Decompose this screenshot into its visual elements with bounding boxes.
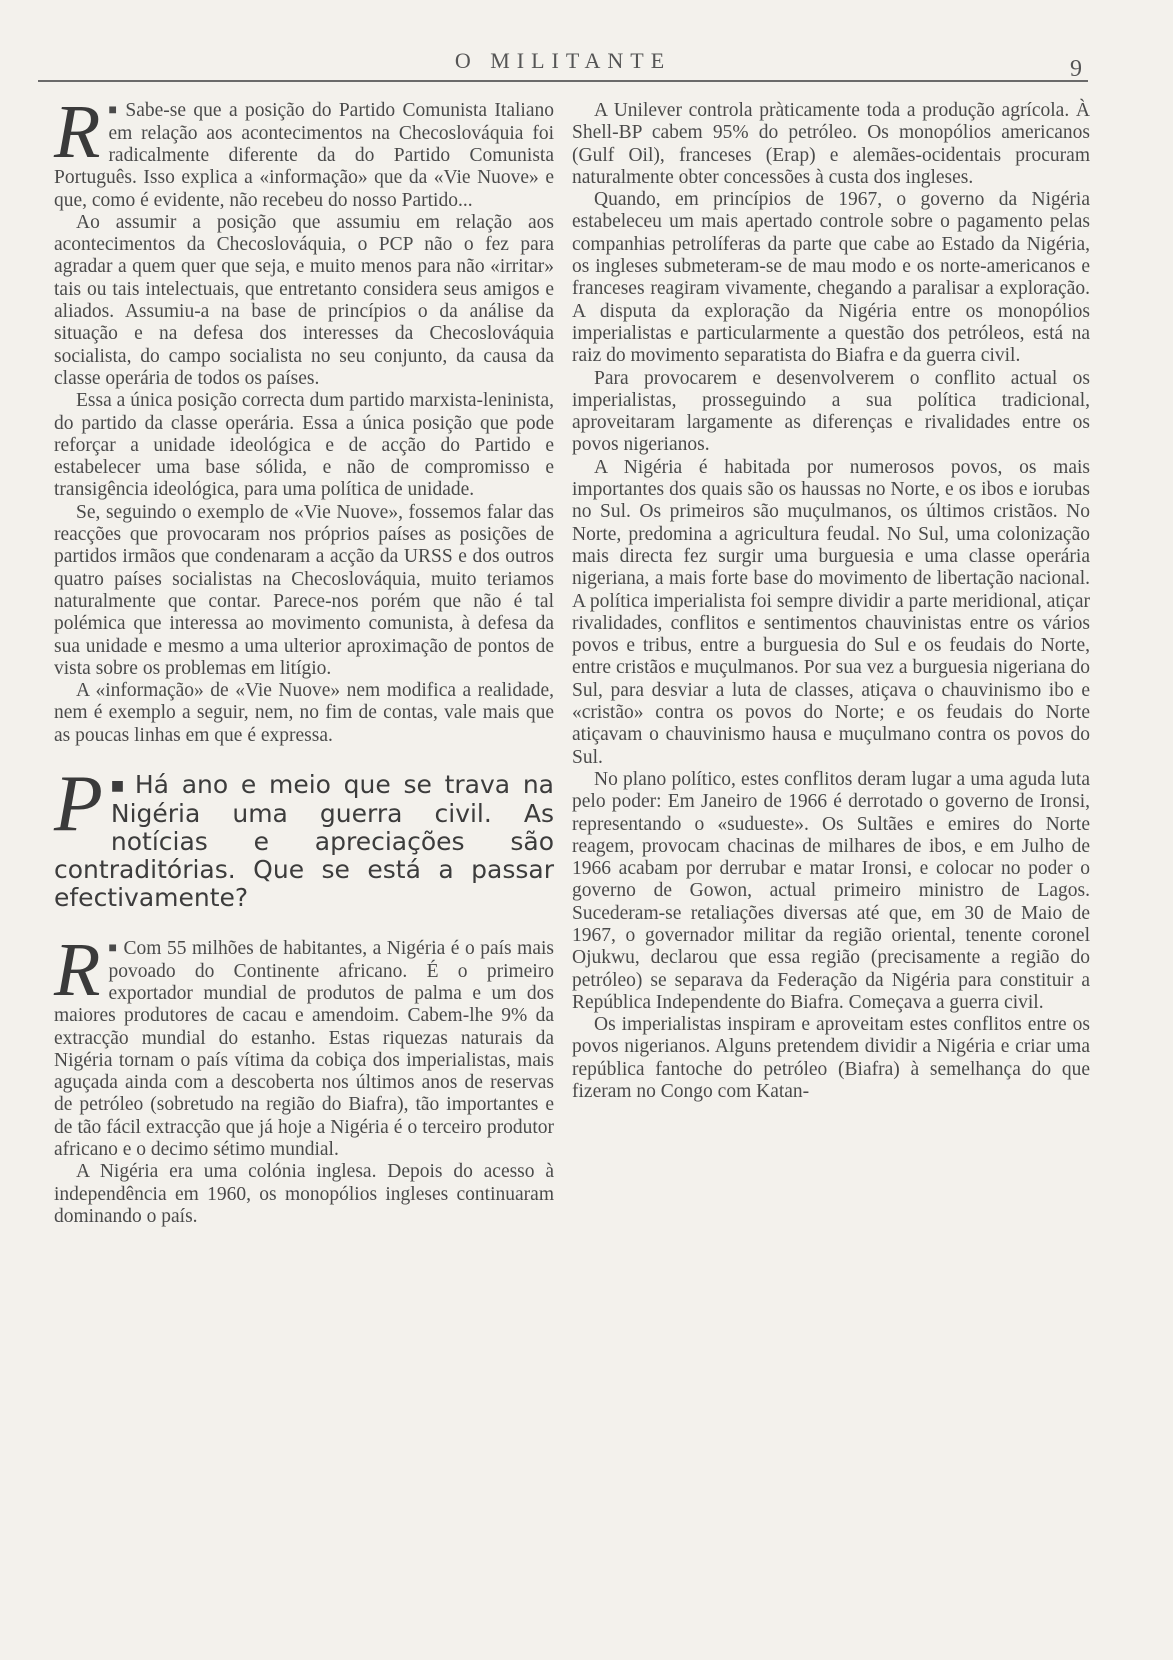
paragraph: Essa a única posição correcta dum partido marxista-leninista, do partido da classe operária. Essa a única posição que pode reforçar a unidade ideológica e de acção do Partido e estabelecer uma base sólida, e não de compromisso e transigência ideológica, para uma política de unidade. <box>54 390 554 501</box>
paragraph: Se, seguindo o exemplo de «Vie Nuove», fossemos falar das reacções que provocaram nos próprios países as posições de partidos irmãos que condenaram a acção da URSS e dos outros quatro países socialistas na Checoslováquia, muito teriamos naturalmente que contar. Parece-nos porém que não é tal polémica que interessa ao movimento comunista, à defesa da sua unidade e mesmo a uma ulterior aproximação de pontos de vista sobre os problemas em litígio. <box>54 501 554 679</box>
bullet-icon: ■ <box>108 941 118 957</box>
paragraph-text: Sabe-se que a posição do Partido Comunista Italiano em relação aos acontecimentos na Checoslováquia foi radicalmente diferente da do Partido Comunista Português. Isso explica a «informação» que da «Vie Nuove» e que, como é evidente, não recebeu do nosso Partido... <box>54 100 554 211</box>
page-header <box>38 42 1088 82</box>
question-nigeria <box>54 759 554 912</box>
paragraph: A Nigéria é habitada por numerosos povos, os mais importantes dos quais são os haussas no Norte, e os ibos e iorubas no Sul. Os primeiros são muçulmanos, os últimos cristãos. No Norte, predomina a agricultura feudal. No Sul, uma colonização mais directa fez surgir uma burguesia e uma classe operária nigeriana, a mais forte base do movimento de libertação nacional. A política imperialista foi sempre dividir a parte meridional, atiçar rivalidades, conflitos e sentimentos chauvinistas entre os vários povos e tribus, entre a burguesia do Sul e os feudais do Norte, entre cristãos e muçulmanos. Por sua vez a burguesia nigeriana do Sul, para desviar a luta de classes, atiçava o chauvinismo ibo e «cristão» contra os povos do Norte; e os feudais do Norte atiçavam o chauvinismo hausa e muçulmano contra os povos do Sul. <box>572 456 1090 768</box>
question-text: Há ano e meio que se trava na Nigéria uma guerra civil. As notícias e apreciações são contraditórias. Que se está a passar efectivamente? <box>54 769 554 912</box>
publication-title: O MILITANTE <box>454 48 672 73</box>
paragraph-text: Com 55 milhões de habitantes, a Nigéria é o país mais povoado do Continente africano. É o primeiro exportador mundial de produtos de palma e um dos maiores produtores de cacau e amendoim. Cabem-lhe 9% da extracção mundial do estanho. Estas riquezas naturais da Nigéria tornam o país vítima da cobiça dos imperialistas, mais aguçada ainda com a descoberta nos últimos anos de reservas de petróleo (sobretudo na região do Biafra), tão importantes e de tão fácil extracção que já hoje a Nigéria é o terceiro produtor africano e o decimo sétimo mundial. <box>54 937 554 1161</box>
header-rule <box>38 80 1088 82</box>
paragraph <box>54 927 554 1161</box>
paragraph: A Nigéria era uma colónia inglesa. Depois do acesso à independência em 1960, os monopólios ingleses continuaram dominando o país. <box>54 1161 554 1227</box>
paragraph: A «informação» de «Vie Nuove» nem modifica a realidade, nem é exemplo a seguir, nem, no fim de contas, vale mais que as poucas linhas em que é expressa. <box>54 680 554 746</box>
paragraph: No plano político, estes conflitos deram lugar a uma aguda luta pelo poder: Em Janeiro de 1966 é derrotado o governo de Ironsi, representando o «sudueste». Os Sultães e emires do Norte reagem, provocam chacinas de milhares de ibos, e em Julho de 1966 acabam por derrubar e matar Ironsi, e colocar no poder o governo de Gowon, actual primeiro ministro de Lagos. Sucederam-se retaliações diversas até que, em 30 de Maio de 1967, o governador militar da região oriental, tenente coronel Ojukwu, declarou que essa região (precisamente a região do petróleo) se separava da Federação da Nigéria para constituir a República Independente do Biafra. Começava a guerra civil. <box>572 768 1090 1013</box>
paragraph: A Unilever controla pràticamente toda a produção agrícola. À Shell-BP cabem 95% do petróleo. Os monopólios americanos (Gulf Oil), franceses (Erap) e alemães-ocidentais procuram naturalmente obter concessões à custa dos ingleses. <box>572 100 1090 188</box>
drop-cap: R <box>54 90 101 174</box>
answer-czechoslovakia <box>54 90 554 747</box>
bullet-icon: ■ <box>108 103 120 119</box>
paragraph: Quando, em princípios de 1967, o governo da Nigéria estabeleceu um mais apertado controle sobre o pagamento pelas companhias petrolíferas da parte que cabe ao Estado da Nigéria, os ingleses submeteram-se de mau modo e os norte-americanos e franceses reagiram vivamente, chegando a paralisar a exploração. A disputa da exploração da Nigéria entre os monopólios imperialistas e particularmente a questão dos petróleos, está na raiz do movimento separatista do Biafra e da guerra civil. <box>572 189 1090 367</box>
paragraph: Os imperialistas inspiram e aproveitam estes conflitos entre os povos nigerianos. Alguns pretendem dividir a Nigéria e criar uma república fantoche do petróleo (Biafra) à semelhança do que fizeram no Congo com Katan- <box>572 1014 1090 1103</box>
paragraph <box>54 90 554 212</box>
paragraph: Ao assumir a posição que assumiu em relação aos acontecimentos da Checoslováquia, o PCP não o fez para agradar a quem quer que seja, e muito menos para não «irritar» tais ou tais intelectuais, que entretanto considera seus amigos e aliados. Assumiu-a na base de princípios o da análise da situação e na defesa dos interesses da Checoslováquia socialista, do campo socialista no seu conjunto, da causa da classe operária de todos os países. <box>54 211 554 389</box>
page-number: 9 <box>1070 56 1082 82</box>
right-column <box>572 100 1090 1103</box>
bullet-icon: ■ <box>110 777 129 794</box>
paragraph: Para provocarem e desenvolverem o conflito actual os imperialistas, prosseguindo a sua política tradicional, aproveitaram largamente as diferenças e rivalidades entre os povos nigerianos. <box>572 367 1090 456</box>
answer-nigeria <box>54 927 554 1228</box>
left-column <box>54 90 554 1228</box>
drop-cap: R <box>54 927 101 1012</box>
drop-cap: P <box>54 759 103 848</box>
